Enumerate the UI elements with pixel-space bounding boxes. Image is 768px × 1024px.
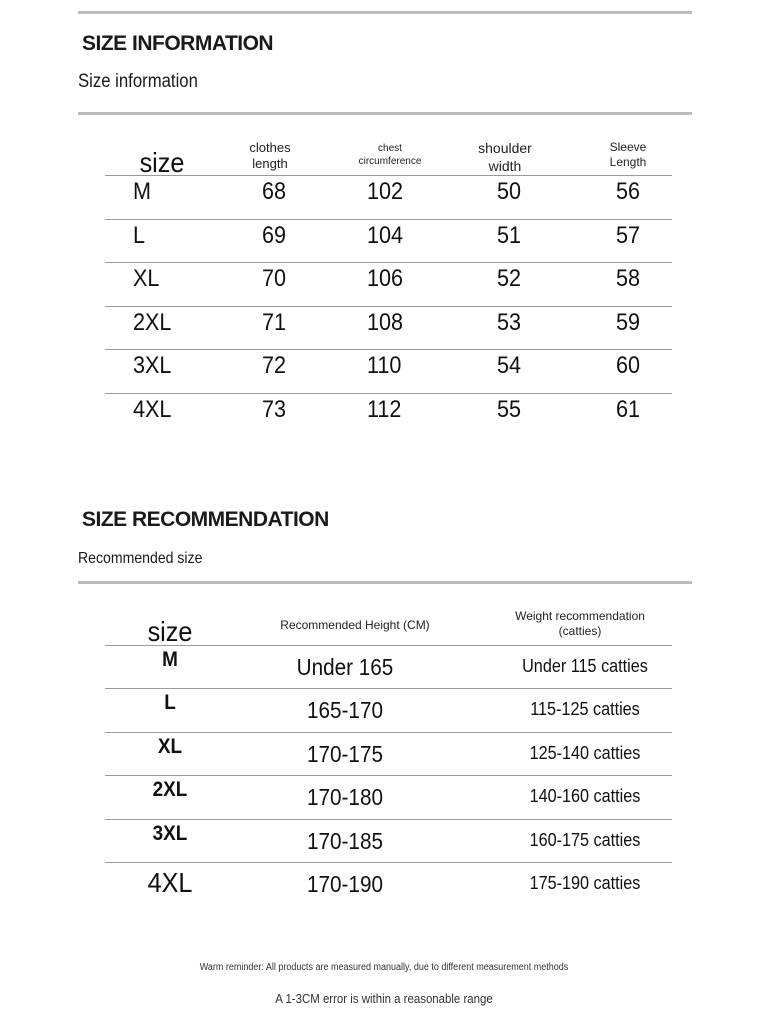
measurement-cell: 61: [616, 396, 641, 423]
measurement-cell: 73: [262, 396, 287, 423]
size-column-header: size: [139, 147, 185, 178]
table-row: [105, 219, 672, 264]
size-cell: 4XL: [147, 867, 193, 898]
size-information-divider: [78, 112, 692, 115]
measurement-cell: 108: [367, 308, 404, 336]
size-cell: 2XL: [152, 778, 188, 802]
measurement-cell: 106: [367, 265, 404, 293]
table-row: [105, 688, 672, 733]
measurement-cell: 52: [497, 265, 522, 293]
shoulder-width-header: shoulder width: [478, 140, 532, 174]
weight-cell: 175-190 catties: [529, 873, 641, 893]
weight-cell: 160-175 catties: [529, 829, 641, 850]
measurement-cell: 57: [616, 221, 641, 249]
height-cell: 170-180: [307, 784, 383, 811]
measurement-cell: 110: [367, 352, 402, 380]
error-range-text: A 1-3CM error is within a reasonable range: [275, 991, 493, 1006]
size-cell: M: [162, 648, 178, 671]
measurement-cell: 51: [497, 221, 522, 249]
height-cell: 165-170: [307, 697, 383, 724]
table-row: [105, 775, 672, 820]
measurement-cell: 50: [497, 178, 522, 205]
height-cell: Under 165: [296, 654, 394, 680]
measurement-cell: 68: [262, 178, 287, 205]
measurement-cell: 102: [367, 178, 404, 205]
table-row: [105, 262, 672, 307]
measurement-cell: 72: [262, 352, 287, 380]
clothes-length-header: clothes length: [249, 140, 291, 172]
sleeve-length-header: Sleeve Length: [609, 140, 647, 169]
measurement-cell: 53: [497, 308, 522, 336]
measurement-cell: 69: [262, 221, 287, 249]
size-recommendation-divider: [78, 581, 692, 584]
size-cell: 4XL: [133, 396, 172, 423]
measurement-cell: 112: [367, 396, 402, 423]
weight-cell: 115-125 catties: [530, 699, 640, 720]
measurement-cell: 60: [616, 352, 641, 380]
top-divider: [78, 11, 692, 14]
size-cell: L: [164, 691, 176, 715]
measurement-cell: 54: [497, 352, 522, 380]
height-cell: 170-175: [307, 740, 383, 767]
size-recommendation-heading: SIZE RECOMMENDATION: [82, 508, 329, 531]
measurement-cell: 70: [262, 265, 287, 293]
size-cell: L: [133, 221, 146, 249]
weight-cell: Under 115 catties: [522, 656, 648, 676]
table-row: [105, 862, 672, 907]
size-cell: M: [133, 178, 151, 205]
measurement-cell: 71: [262, 308, 287, 336]
measurement-cell: 58: [616, 265, 641, 293]
size-cell: 3XL: [133, 352, 172, 380]
chest-circumference-header: chest circumference: [358, 143, 422, 167]
warm-reminder-text: Warm reminder: All products are measured manually, due to different measurement methods: [199, 962, 569, 973]
measurement-cell: 55: [497, 396, 522, 423]
size-cell: XL: [157, 734, 183, 758]
table-row: [105, 819, 672, 864]
recommended-height-header: Recommended Height (CM): [280, 618, 430, 632]
height-cell: 170-185: [307, 827, 383, 854]
size-cell: 3XL: [152, 821, 188, 845]
size-cell: 2XL: [133, 308, 172, 336]
weight-cell: 125-140 catties: [529, 742, 641, 763]
table-row: [105, 393, 672, 438]
rec-size-column-header: size: [147, 616, 193, 647]
table-row: [105, 732, 672, 777]
table-row: [105, 349, 672, 394]
measurement-cell: 59: [616, 308, 641, 336]
measurement-cell: 104: [367, 221, 404, 249]
height-cell: 170-190: [307, 871, 383, 897]
table-row: [105, 645, 672, 690]
table-row: [105, 306, 672, 351]
size-cell: XL: [133, 265, 160, 293]
size-information-heading: SIZE INFORMATION: [82, 32, 274, 55]
size-recommendation-subheading: Recommended size: [78, 550, 203, 567]
weight-cell: 140-160 catties: [529, 786, 641, 807]
weight-recommendation-header: Weight recommendation (catties): [515, 609, 645, 638]
size-information-subheading: Size information: [78, 71, 198, 92]
table-row: [105, 175, 672, 220]
measurement-cell: 56: [616, 178, 641, 205]
